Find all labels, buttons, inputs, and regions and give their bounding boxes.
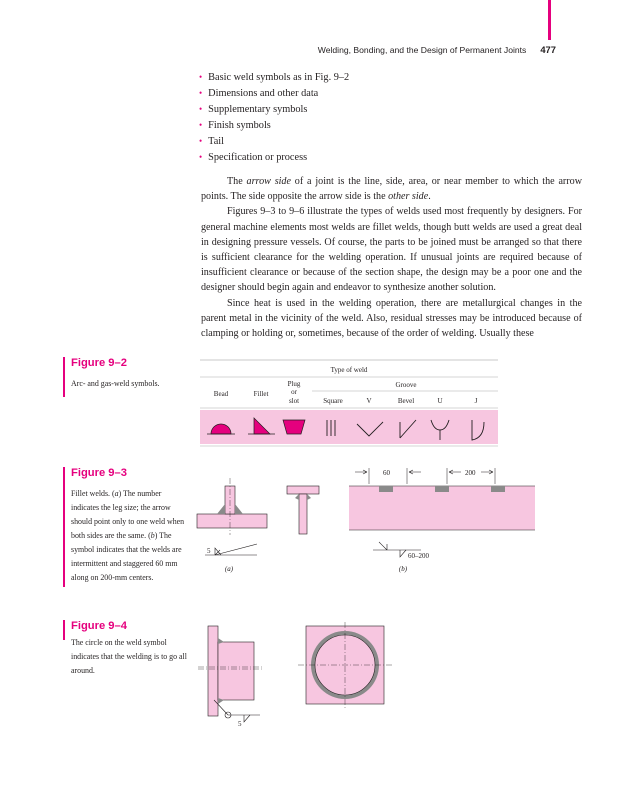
list-item: • Finish symbols [199, 120, 271, 131]
col-u: U [437, 397, 443, 405]
leg-size-label: 5 [207, 547, 211, 555]
page-edge-marker [548, 0, 551, 40]
figure-9-4-title: Figure 9–4 [71, 620, 127, 632]
col-plug-2: or [291, 388, 297, 396]
figure-9-3-title: Figure 9–3 [71, 467, 127, 479]
col-j: J [474, 397, 478, 405]
col-plug-1: Plug [287, 380, 301, 388]
weld-spec-label: 60–200 [408, 552, 429, 560]
table-title: Type of weld [330, 366, 368, 374]
list-item: • Dimensions and other data [199, 88, 319, 99]
bullet-icon: • [199, 72, 203, 82]
bullet-list [199, 69, 349, 165]
figure-9-2-caption: Arc- and gas-weld symbols. [71, 379, 160, 388]
figure-9-3-caption: Fillet welds. (a) The number indicates the leg size; the arrow should point only to one weld when both sides are the same. (b) The symbol indicates that the welds are intermittent and staggered 60 mm along on 200-mm centers. [71, 489, 185, 582]
figure-marker [63, 467, 65, 587]
figure-marker [63, 620, 65, 640]
col-v: V [366, 397, 372, 405]
bullet-icon: • [199, 88, 203, 98]
body-text [201, 174, 582, 341]
dimension-200: 200 [465, 469, 476, 477]
col-plug-3: slot [288, 397, 300, 405]
running-header [318, 44, 556, 55]
dimension-60: 60 [383, 469, 390, 477]
col-bevel: Bevel [397, 397, 415, 405]
list-item: • Tail [199, 136, 225, 147]
running-title: Welding, Bonding, and the Design of Permanent Joints [317, 45, 527, 55]
col-bead: Bead [213, 390, 229, 398]
groove-header: Groove [395, 381, 417, 389]
paragraph: Figures 9–3 to 9–6 illustrate the types of welds used most frequently by designers. For general machine elements most welds are fillet welds, though butt welds are used a great deal in designing pressure vessels. Of course, the parts to be joined must be arranged so that there is sufficient clearance for the welding operation. If unusual joints are required because of insufficient clearance or because of the section shape, the design may be a poor one and the designer should begin again and endeavor to synthesize another solution. [201, 206, 582, 294]
list-item: • Supplementary symbols [199, 104, 308, 115]
bullet-icon: • [199, 120, 203, 130]
figure-marker [63, 357, 65, 397]
weld-symbols-table [199, 358, 499, 450]
col-square: Square [323, 397, 343, 405]
bullet-icon: • [199, 104, 203, 114]
fillet-welds-figure [195, 458, 535, 583]
weld-all-around-figure [198, 622, 408, 734]
paragraph: The arrow side of a joint is the line, side, area, or near member to which the arrow points. The side opposite the arrow side is the other side. [201, 176, 582, 203]
figure-9-2-title: Figure 9–2 [71, 357, 127, 369]
bullet-icon: • [199, 136, 203, 146]
leg-size-label: 5 [238, 720, 242, 728]
label-a: (a) [224, 565, 234, 573]
plug-symbol-icon [283, 420, 305, 434]
figure-9-4-caption: The circle on the weld symbol indicates that the welding is to go all around. [71, 638, 187, 675]
paragraph: Since heat is used in the welding operation, there are metallurgical changes in the parent metal in the vicinity of the weld. Also, residual stresses may be introduced because of clamping or holding or, sometimes, because of the order of welding. Usually these [201, 297, 582, 340]
col-fillet: Fillet [253, 390, 269, 398]
bullet-icon: • [199, 152, 203, 162]
page-number: 477 [540, 44, 556, 55]
list-item: • Basic weld symbols as in Fig. 9–2 [199, 72, 350, 83]
label-b: (b) [398, 565, 408, 573]
list-item: • Specification or process [199, 152, 308, 163]
